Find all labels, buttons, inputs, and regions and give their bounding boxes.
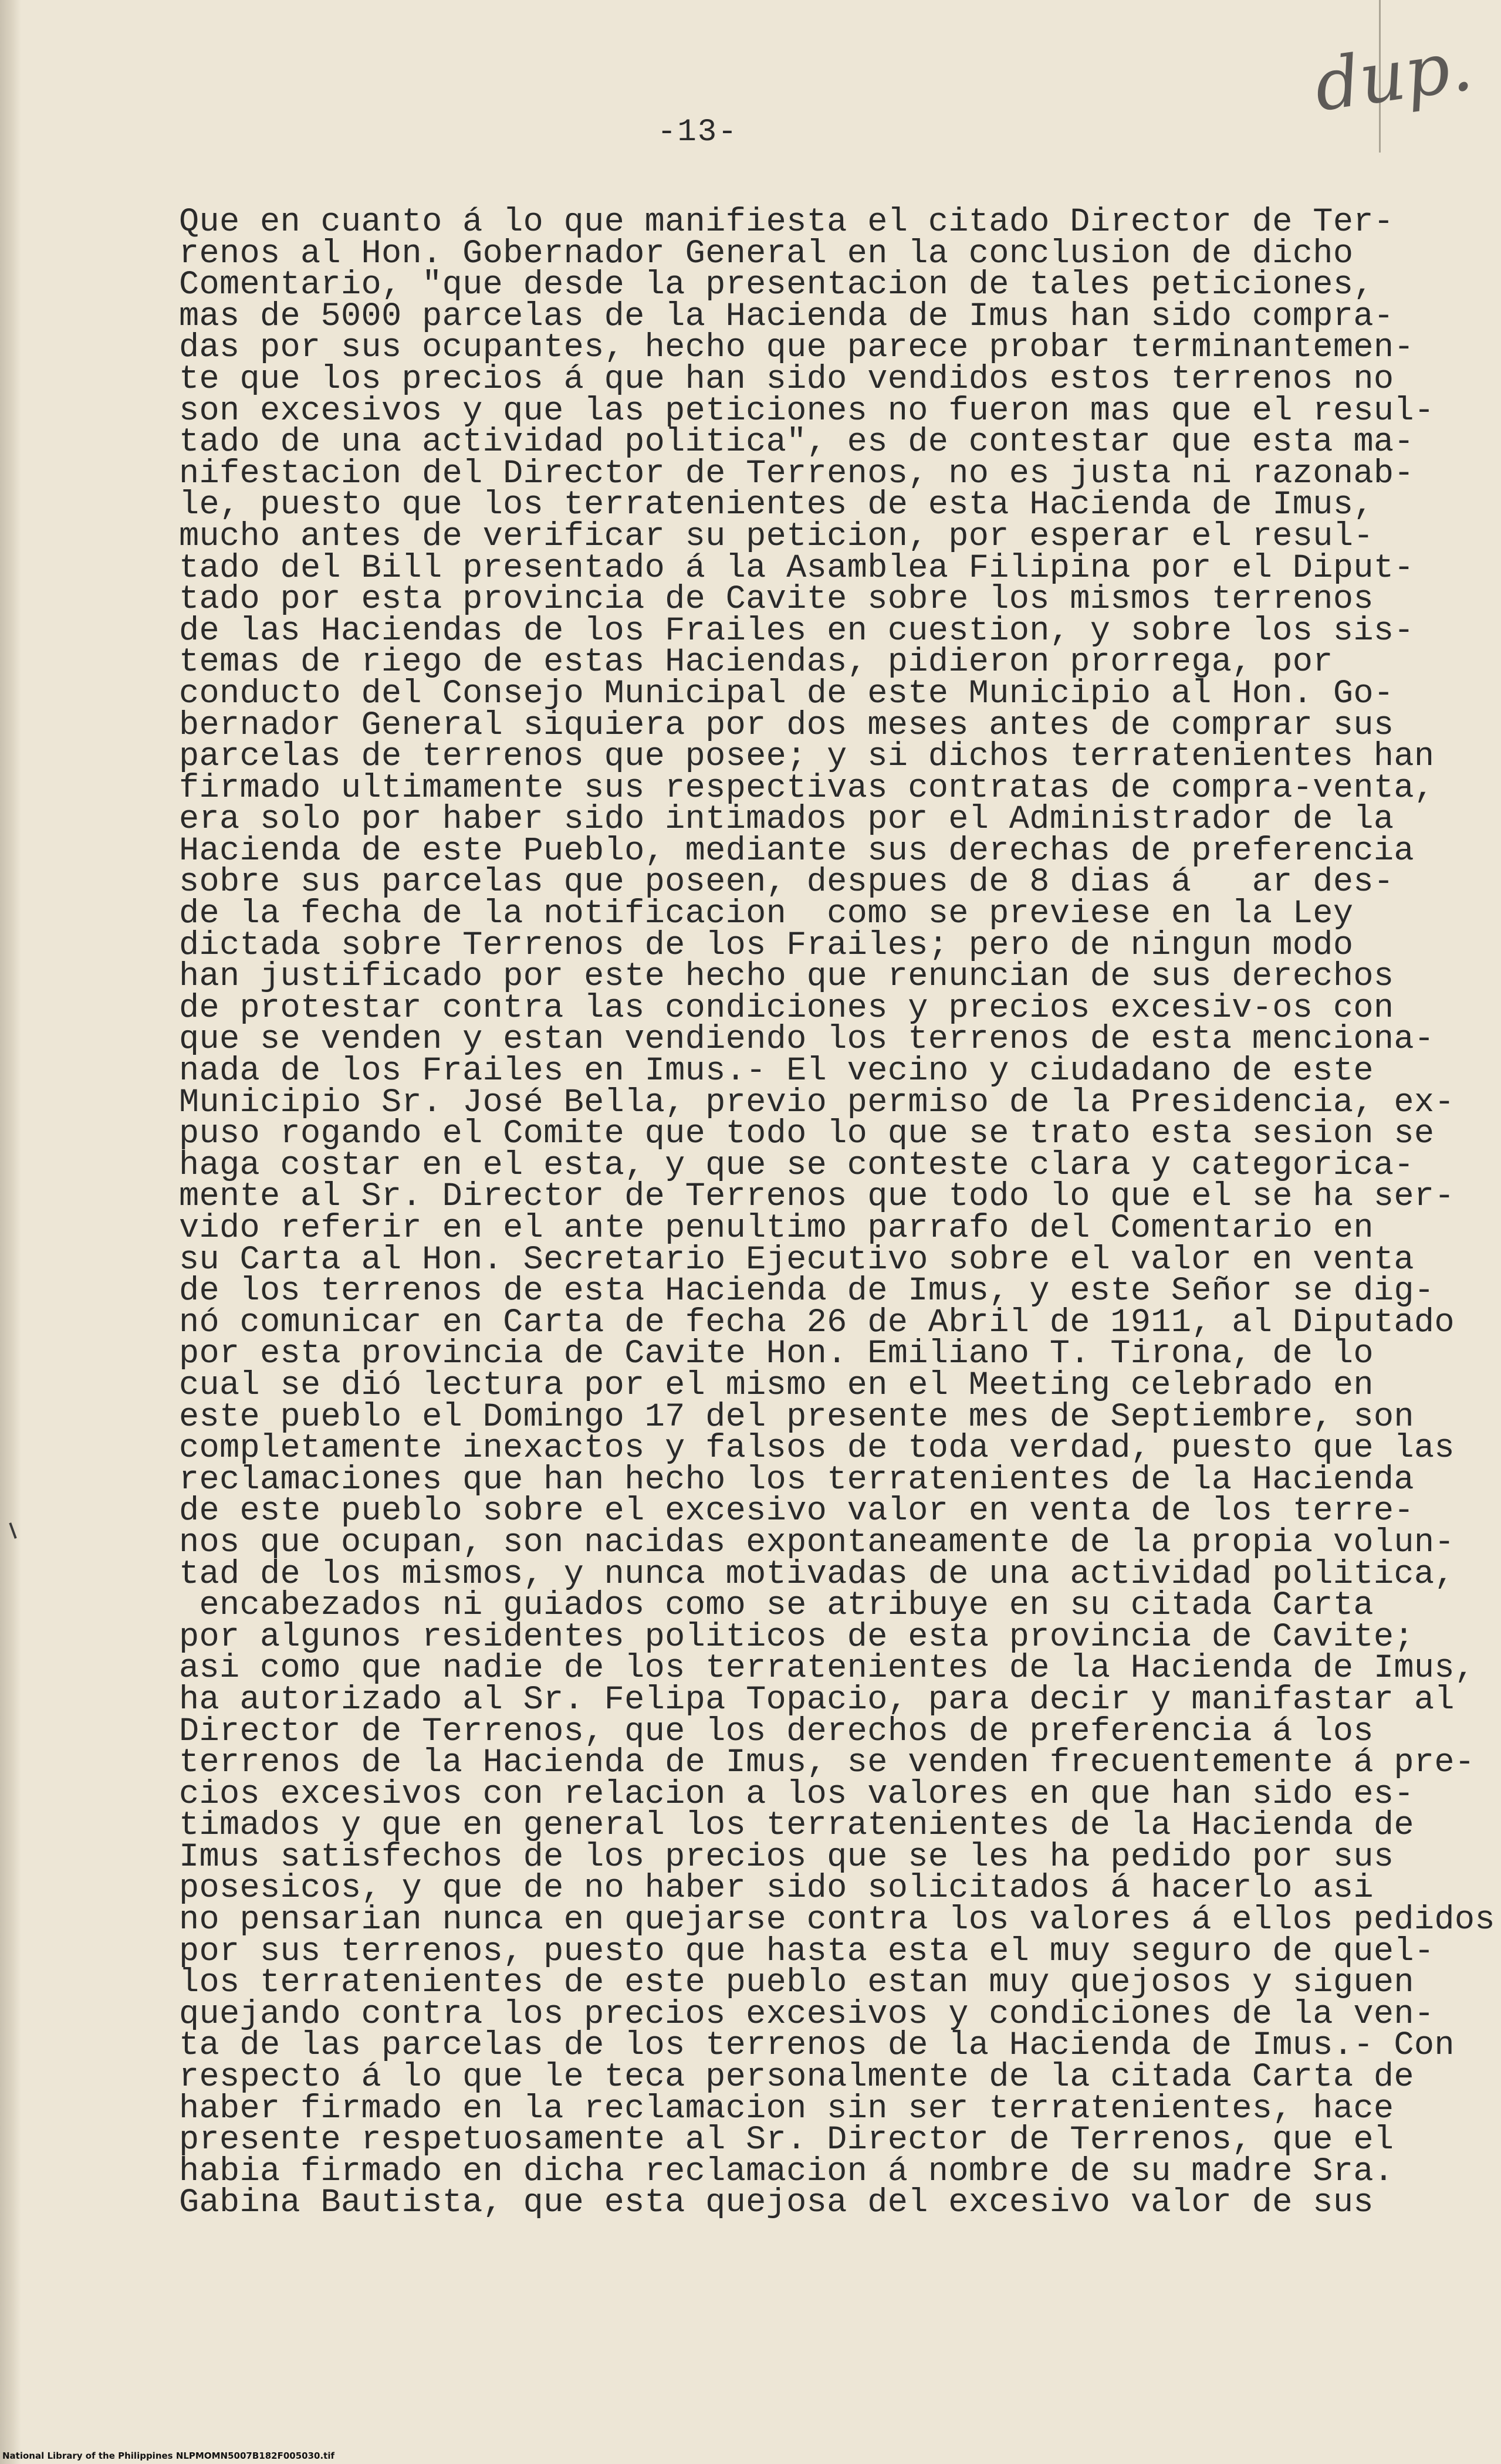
- text-line: reclamaciones que han hecho los terratenientes de la Hacienda: [179, 1461, 1414, 1499]
- text-line: respecto á lo que le teca personalmente de la citada Carta de: [179, 2059, 1414, 2097]
- text-line: mucho antes de verificar su peticion, por esperar el resul-: [179, 517, 1374, 556]
- text-line: tad de los mismos, y nunca motivadas de una actividad politica,: [179, 1555, 1455, 1593]
- text-line: temas de riego de estas Haciendas, pidieron prorrega, por: [179, 644, 1333, 682]
- text-line: los terratenientes de este pueblo estan muy quejosos y siguen: [179, 1964, 1414, 2002]
- text-line: ha autorizado al Sr. Felipa Topacio, para decir y manifastar al: [179, 1681, 1455, 1719]
- text-line: tado del Bill presentado á la Asamblea Filipina por el Diput-: [179, 549, 1414, 587]
- text-line: de la fecha de la notificacion como se previese en la Ley: [179, 895, 1354, 933]
- text-line: de los terrenos de esta Hacienda de Imus, y este Señor se dig-: [179, 1272, 1435, 1311]
- text-line: bernador General siquiera por dos meses antes de comprar sus: [179, 706, 1394, 744]
- text-line: le, puesto que los terratenientes de esta Hacienda de Imus,: [179, 486, 1374, 524]
- text-line: haga costar en el esta, y que se conteste clara y categorica-: [179, 1146, 1414, 1184]
- text-line: Imus satisfechos de los precios que se les ha pedido por sus: [179, 1838, 1394, 1876]
- text-line: por esta provincia de Cavite Hon. Emiliano T. Tirona, de lo: [179, 1335, 1374, 1373]
- text-line: mente al Sr. Director de Terrenos que todo lo que el se ha ser-: [179, 1178, 1455, 1216]
- text-line: son excesivos y que las peticiones no fueron mas que el resul-: [179, 392, 1435, 430]
- text-line: de las Haciendas de los Frailes en cuestion, y sobre los sis-: [179, 612, 1414, 650]
- text-line: Comentario, "que desde la presentacion de tales peticiones,: [179, 266, 1374, 304]
- text-line: cios excesivos con relacion a los valores en que han sido es-: [179, 1775, 1414, 1813]
- text-line: habia firmado en dicha reclamacion á nombre de su madre Sra.: [179, 2152, 1394, 2191]
- text-line: no pensarian nunca en quejarse contra los valores á ellos pedidos: [179, 1901, 1495, 1940]
- text-line: Municipio Sr. José Bella, previo permiso de la Presidencia, ex-: [179, 1084, 1455, 1122]
- text-line: quejando contra los precios excesivos y condiciones de la ven-: [179, 1995, 1435, 2033]
- text-line: ta de las parcelas de los terrenos de la Hacienda de Imus.- Con: [179, 2027, 1455, 2065]
- text-line: tado de una actividad politica", es de contestar que esta ma-: [179, 424, 1414, 462]
- text-line: dictada sobre Terrenos de los Frailes; pero de ningun modo: [179, 926, 1354, 964]
- text-line: nó comunicar en Carta de fecha 26 de Abril de 1911, al Diputado: [179, 1304, 1455, 1342]
- text-line: completamente inexactos y falsos de toda verdad, puesto que las: [179, 1430, 1455, 1468]
- text-line: das por sus ocupantes, hecho que parece probar terminantemen-: [179, 329, 1414, 367]
- text-line: posesicos, y que de no haber sido solicitados á hacerlo asi: [179, 1870, 1374, 1908]
- text-line: asi como que nadie de los terratenientes de la Hacienda de Imus,: [179, 1650, 1475, 1688]
- text-line: nos que ocupan, son nacidas expontaneamente de la propia volun-: [179, 1524, 1455, 1562]
- text-line: encabezados ni guiados como se atribuye en su citada Carta: [179, 1587, 1374, 1625]
- text-line: Que en cuanto á lo que manifiesta el citado Director de Ter-: [179, 204, 1394, 241]
- text-line: por algunos residentes politicos de esta provincia de Cavite;: [179, 1618, 1414, 1656]
- text-line: Director de Terrenos, que los derechos de preferencia á los: [179, 1712, 1374, 1751]
- text-line: presente respetuosamente al Sr. Director de Terrenos, que el: [179, 2121, 1394, 2160]
- text-line: cual se dió lectura por el mismo en el Meeting celebrado en: [179, 1366, 1374, 1404]
- handwritten-annotation: dup.: [1309, 24, 1478, 128]
- text-line: Hacienda de este Pueblo, mediante sus derechas de preferencia: [179, 832, 1414, 870]
- text-line: terrenos de la Hacienda de Imus, se venden frecuentemente á pre-: [179, 1744, 1475, 1782]
- text-line: conducto del Consejo Municipal de este Municipio al Hon. Go-: [179, 675, 1394, 713]
- text-line: parcelas de terrenos que posee; y si dichos terratenientes han: [179, 738, 1435, 776]
- text-line: por sus terrenos, puesto que hasta esta el muy seguro de quel-: [179, 1932, 1435, 1971]
- text-line: este pueblo el Domingo 17 del presente mes de Septiembre, son: [179, 1398, 1414, 1436]
- archive-footer: National Library of the Philippines NLPMOMN5007B182F005030.tif: [2, 2451, 334, 2461]
- text-line: de protestar contra las condiciones y precios excesiv-os con: [179, 989, 1394, 1027]
- text-line: nifestacion del Director de Terrenos, no es justa ni razonab-: [179, 455, 1414, 493]
- text-line: puso rogando el Comite que todo lo que se trato esta sesion se: [179, 1115, 1435, 1153]
- page-number: -13-: [657, 114, 738, 150]
- text-line: haber firmado en la reclamacion sin ser terratenientes, hace: [179, 2090, 1394, 2128]
- text-line: era solo por haber sido intimados por el Administrador de la: [179, 801, 1394, 839]
- text-line: nada de los Frailes en Imus.- El vecino y ciudadano de este: [179, 1052, 1374, 1091]
- text-line: que se venden y estan vendiendo los terrenos de esta menciona-: [179, 1021, 1435, 1059]
- text-line: de este pueblo sobre el excesivo valor en venta de los terre-: [179, 1492, 1414, 1531]
- text-line: tado por esta provincia de Cavite sobre los mismos terrenos: [179, 581, 1374, 619]
- text-line: han justificado por este hecho que renuncian de sus derechos: [179, 958, 1394, 996]
- text-line: firmado ultimamente sus respectivas contratas de compra-venta,: [179, 769, 1435, 807]
- text-line: vido referir en el ante penultimo parrafo del Comentario en: [179, 1210, 1374, 1247]
- text-line: su Carta al Hon. Secretario Ejecutivo sobre el valor en venta: [179, 1241, 1414, 1279]
- text-line: te que los precios á que han sido vendidos estos terrenos no: [179, 360, 1394, 398]
- typewritten-body: [179, 204, 1495, 2222]
- text-line: timados y que en general los terratenientes de la Hacienda de: [179, 1807, 1414, 1845]
- text-line: Gabina Bautista, que esta quejosa del excesivo valor de sus: [179, 2184, 1374, 2222]
- text-line: sobre sus parcelas que poseen, despues de 8 dias á ar des-: [179, 864, 1394, 902]
- text-line: mas de 5000 parcelas de la Hacienda de Imus han sido compra-: [179, 297, 1394, 336]
- text-line: renos al Hon. Gobernador General en la conclusion de dicho: [179, 235, 1354, 273]
- page-edge-shadow: [0, 0, 21, 2464]
